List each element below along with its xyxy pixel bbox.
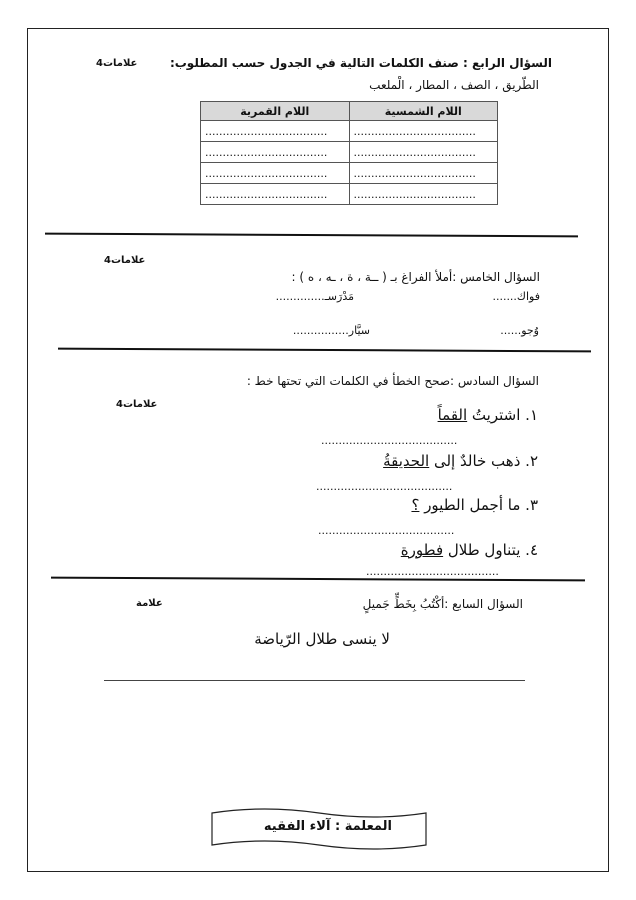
underlined-word: فطورة [400, 541, 444, 559]
table-cell[interactable]: ................................... [201, 184, 350, 205]
table-cell[interactable]: ................................... [201, 142, 350, 163]
q6-answer-2[interactable]: ....................................... [316, 480, 453, 493]
q6-sentence-3: ٣. ما أجمل الطيور ؟ [411, 496, 538, 514]
q4-title: السؤال الرابع : صنف الكلمات التالية في الجدول حسب المطلوب: [169, 56, 552, 70]
teacher-name: المعلمة : آلاء الفقيه [263, 819, 392, 834]
q6-sentence-4: ٤. يتناول طلال فطورة [400, 541, 538, 559]
header-shamsiya: اللام الشمسية [349, 102, 498, 121]
q4-marks: 4علامات [96, 58, 138, 69]
underlined-word: الحديقةُ [383, 452, 430, 470]
q6-answer-3[interactable]: ....................................... [318, 524, 455, 537]
table-row [201, 163, 498, 184]
underlined-word: القماً [437, 406, 468, 424]
q7-marks: علامة [136, 598, 163, 609]
q6-marks: 4علامات [116, 399, 158, 410]
q6-title: السؤال السادس :صحح الخطأ في الكلمات التي تحتها خط : [246, 374, 539, 388]
q5-marks: 4علامات [104, 255, 146, 266]
classification-table [200, 101, 498, 205]
q5-title: السؤال الخامس :أملأ الفراغ بـ ( ــة ، ة ، ـه ، ه ) : [291, 270, 540, 284]
q5-item-4[interactable]: سيَّار................ [292, 324, 370, 337]
writing-line[interactable] [104, 680, 525, 681]
q5-item-1[interactable]: فواك....... [492, 290, 540, 303]
underlined-word: ؟ [411, 496, 420, 514]
table-row [201, 121, 498, 142]
q6-answer-1[interactable]: ....................................... [321, 434, 458, 447]
table-row [201, 184, 498, 205]
q6-sentence-1: ١. اشتريتُ القماً [437, 406, 538, 424]
header-qamariya: اللام القمرية [201, 102, 350, 121]
table-cell[interactable]: ................................... [349, 121, 498, 142]
q4-words: الطّريق ، الصف ، المطار ، الْملعب [369, 78, 539, 92]
table-cell[interactable]: ................................... [349, 163, 498, 184]
teacher-box [208, 806, 430, 852]
table-cell[interactable]: ................................... [349, 142, 498, 163]
table-cell[interactable]: ................................... [201, 163, 350, 184]
q6-answer-4[interactable]: ...................................... [366, 565, 499, 578]
q7-title: السؤال السابع :أكْتُبُ بِخَطٍّ جَميلٍ [362, 597, 523, 611]
table-cell[interactable]: ................................... [349, 184, 498, 205]
table-row [201, 142, 498, 163]
q7-sentence: لا ينسى طلال الرّياضة [254, 630, 390, 648]
q6-sentence-2: ٢. ذهب خالدٌ إلى الحديقةُ [383, 452, 538, 470]
q5-item-2[interactable]: مَدْرَسـ.............. [275, 290, 354, 303]
q5-item-3[interactable]: وُجو...... [500, 324, 539, 337]
table-cell[interactable]: ................................... [201, 121, 350, 142]
